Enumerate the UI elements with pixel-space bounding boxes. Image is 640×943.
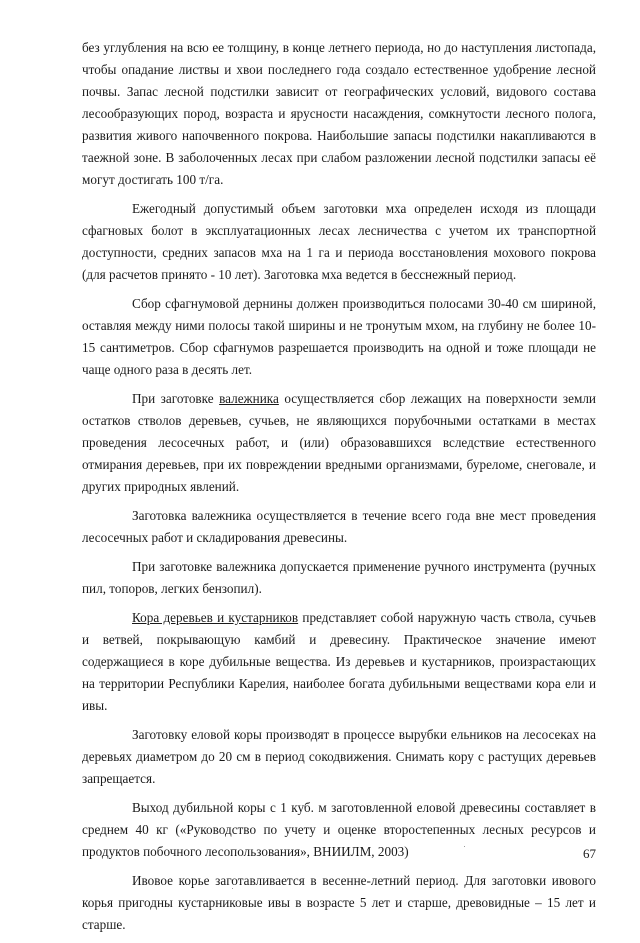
underlined-term: валежника	[219, 391, 279, 406]
paragraph	[82, 37, 596, 191]
underlined-term: Кора деревьев и кустарников	[132, 610, 299, 625]
paragraph	[82, 797, 596, 863]
paragraph	[82, 198, 596, 286]
paragraph	[82, 388, 596, 498]
page-number: 67	[583, 846, 596, 861]
paragraph-text: Заготовку еловой коры производят в процессе вырубки ельников на лесосеках на деревьях диаметром до 20 см в период сокодвижения. Снимать кору с растущих деревьев запрещается.	[82, 727, 596, 786]
paragraph	[82, 505, 596, 549]
paragraph-text: При заготовке валежника допускается применение ручного инструмента (ручных пил, топоров, легких бензопил).	[82, 559, 596, 596]
paragraph	[82, 293, 596, 381]
paragraph-text: Выход дубильной коры с 1 куб. м заготовленной еловой древесины составляет в среднем 40 кг («Руководство по учету и оценке второстепенных лесных ресурсов и продуктов побочного лесопользования», ВНИИЛМ, 2003)	[82, 800, 596, 859]
paragraph	[82, 607, 596, 717]
paragraph	[82, 724, 596, 790]
document-page	[82, 37, 596, 943]
paragraph-text: Ежегодный допустимый объем заготовки мха определен исходя из площади сфагновых болот в эксплуатационных лесах лесничества с учетом их транспортной доступности, средних запасов мха на 1 га и периода восстановления мохового покрова (для расчетов принято - 10 лет). Заготовка мха ведется в бесснежный период.	[82, 201, 596, 282]
paragraph-text: Заготовка валежника осуществляется в течение всего года вне мест проведения лесосечных работ и складирования древесины.	[82, 508, 596, 545]
paragraph-text: При заготовке	[132, 391, 220, 406]
scan-speck	[464, 846, 465, 847]
paragraph	[82, 870, 596, 936]
paragraph-text: Ивовое корье заготавливается в весенне-летний период. Для заготовки ивового корья пригодны кустарниковые ивы в возрасте 5 лет и старше, древовидные – 15 лет и старше.	[82, 873, 596, 932]
scan-speck	[232, 888, 233, 889]
paragraph-text: без углубления на всю ее толщину, в конце летнего периода, но до наступления листопада, чтобы опадание листвы и хвои последнего года создало естественное удобрение лесной почвы. Запас лесной подстилки зависит от географических условий, видового состава лесообразующих пород, возраста и ярусности насаждения, сомкнутости лесного полога, развития живого напочвенного покрова. Наибольшие запасы подстилки накапливаются в таежной зоне. В заболоченных лесах при слабом разложении лесной подстилки запасы её могут достигать 100 т/га.	[82, 40, 596, 187]
paragraph	[82, 556, 596, 600]
paragraph-text: осуществляется сбор лежащих на поверхности земли остатков стволов деревьев, сучьев, не являющихся порубочными остатками в местах проведения лесосечных работ, и (или) образовавшихся вследствие естественного отмирания деревьев, при их повреждении вредными организмами, буреломе, снеговале, и других природных явлений.	[82, 391, 596, 494]
paragraph-text: Сбор сфагнумовой дернины должен производиться полосами 30-40 см шириной, оставляя между ними полосы такой ширины и не тронутым мхом, на глубину не более 10-15 сантиметров. Сбор сфагнумов разрешается производить на одной и тоже площади не чаще одного раза в десять лет.	[82, 296, 596, 377]
paragraph-text: представляет собой наружную часть ствола, сучьев и ветвей, покрывающую камбий и древесину. Практическое значение имеют содержащиеся в коре дубильные вещества. Из деревьев и кустарников, произрастающих на территории Республики Карелия, наиболее богата дубильными веществами кора ели и ивы.	[82, 610, 596, 713]
